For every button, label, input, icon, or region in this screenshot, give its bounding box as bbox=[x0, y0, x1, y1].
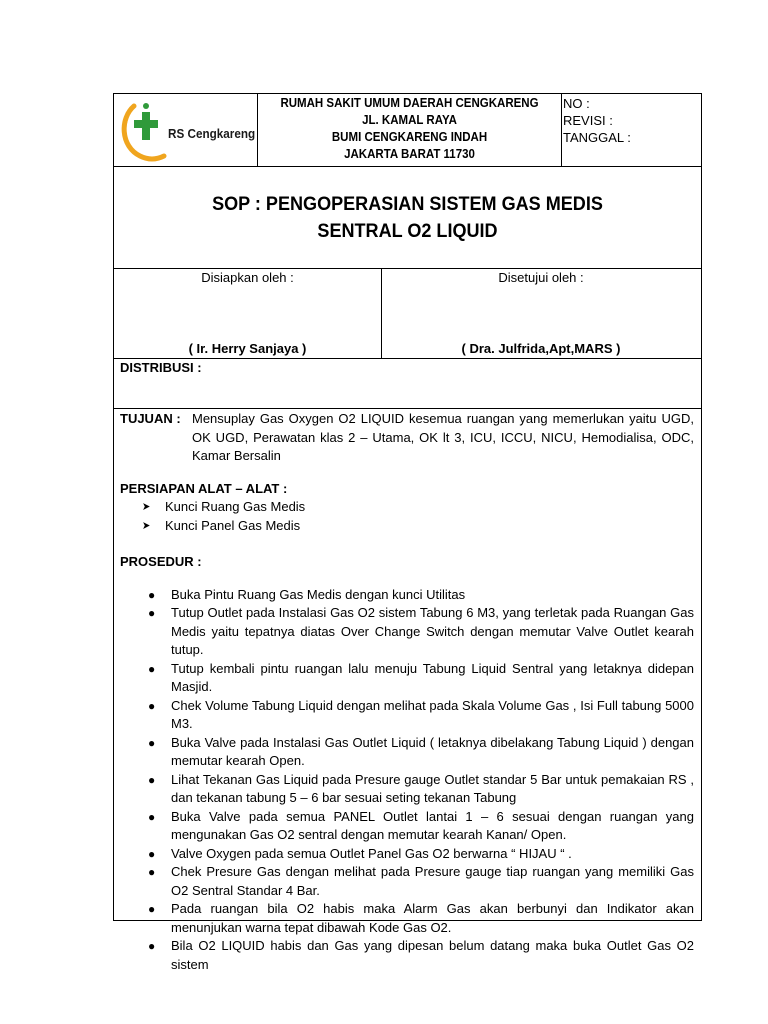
institution-line: RUMAH SAKIT UMUM DAERAH CENGKARENG bbox=[280, 96, 539, 110]
distribusi-label: DISTRIBUSI : bbox=[120, 360, 202, 375]
tujuan-text: Mensuplay Gas Oxygen O2 LIQUID kesemua ruangan yang memerlukan yaitu UGD, OK UGD, Perawatan klas 2 – Utama, OK lt 3, ICU, ICCU, NICU, Hemodialisa, ODC, Kamar Bersalin bbox=[192, 411, 694, 463]
list-item: ● Tutup Outlet pada Instalasi Gas O2 sistem Tabung 6 M3, yang terletak pada Ruangan Gas Medis yaitu tepatnya diatas Over Change Switch dengan memutar Valve Outlet kearah tutup. bbox=[148, 604, 694, 660]
institution-line: JL. KAMAL RAYA bbox=[362, 113, 457, 127]
document-meta bbox=[561, 94, 703, 146]
bullet-icon: ● bbox=[148, 939, 156, 953]
list-item: ● Valve Oxygen pada semua Outlet Panel Gas O2 berwarna “ HIJAU “ . bbox=[148, 845, 694, 864]
prosedur-title: PROSEDUR : bbox=[120, 554, 202, 569]
bullet-icon: ● bbox=[148, 606, 156, 620]
header-divider-left bbox=[257, 94, 258, 166]
tujuan-label: TUJUAN : bbox=[120, 411, 181, 426]
list-item: ● Lihat Tekanan Gas Liquid pada Presure gauge Outlet standar 5 Bar untuk pemakaian RS , dan tekanan tabung 5 – 6 bar sesuai seting tekanan Tabung bbox=[148, 771, 694, 808]
meta-tanggal: TANGGAL : bbox=[563, 130, 631, 145]
list-item: ➤ Kunci Ruang Gas Medis bbox=[142, 498, 694, 517]
list-item: ➤ Kunci Panel Gas Medis bbox=[142, 517, 694, 536]
distribusi-bottom-line bbox=[114, 408, 701, 409]
title-line-2: SENTRAL O2 LIQUID bbox=[317, 221, 498, 242]
institution-line: BUMI CENGKARENG INDAH bbox=[331, 130, 488, 144]
persiapan-list bbox=[120, 498, 694, 535]
title-line-1: SOP : PENGOPERASIAN SISTEM GAS MEDIS bbox=[212, 194, 603, 215]
arrow-bullet-icon: ➤ bbox=[142, 501, 151, 513]
institution-block bbox=[269, 94, 550, 163]
approved-by-name: ( Dra. Julfrida,Apt,MARS ) bbox=[461, 341, 621, 356]
prosedur-list bbox=[120, 586, 694, 975]
bullet-icon: ● bbox=[148, 735, 156, 750]
signature-bottom-line bbox=[114, 358, 701, 359]
sop-title bbox=[114, 191, 701, 245]
list-item: ● Buka Pintu Ruang Gas Medis dengan kunci Utilitas bbox=[148, 586, 694, 605]
arrow-bullet-icon: ➤ bbox=[142, 519, 151, 532]
sop-body bbox=[120, 410, 694, 974]
prepared-by-label: Disiapkan oleh : bbox=[201, 270, 294, 285]
persiapan-title: PERSIAPAN ALAT – ALAT : bbox=[120, 480, 288, 496]
bullet-icon: ● bbox=[148, 698, 156, 713]
list-item: ● Pada ruangan bila O2 habis maka Alarm Gas akan berbunyi dan Indikator akan menunjukan warna tepat dibawah Kode Gas O2. bbox=[148, 900, 694, 937]
prepared-by-name: ( Ir. Herry Sanjaya ) bbox=[188, 341, 307, 356]
bullet-icon: ● bbox=[148, 661, 156, 676]
tujuan-row bbox=[120, 410, 694, 466]
list-item: ● Bila O2 LIQUID habis dan Gas yang dipesan belum datang maka buka Outlet Gas O2 sistem bbox=[148, 937, 694, 974]
header-bottom-line bbox=[114, 166, 701, 167]
bullet-icon: ● bbox=[148, 846, 156, 861]
title-bottom-line bbox=[114, 268, 701, 269]
bullet-icon: ● bbox=[148, 587, 156, 602]
bullet-icon: ● bbox=[148, 809, 156, 824]
list-item: ● Buka Valve pada semua PANEL Outlet lantai 1 – 6 sesuai dengan ruangan yang mengunakan Gas O2 sentral dengan memutar kearah Kanan/ Open. bbox=[148, 808, 694, 845]
logo-text: RS Cengkareng bbox=[168, 126, 256, 141]
institution-line: JAKARTA BARAT 11730 bbox=[344, 147, 475, 161]
list-item: ● Buka Valve pada Instalasi Gas Outlet Liquid ( letaknya dibelakang Tabung Liquid ) dengan memutar kearah Open. bbox=[148, 734, 694, 771]
meta-no: NO : bbox=[563, 96, 590, 111]
list-item: ● Chek Presure Gas dengan melihat pada Presure gauge tiap ruangan yang memiliki Gas O2 Sentral Standar 4 Bar. bbox=[148, 863, 694, 900]
meta-revisi: REVISI : bbox=[563, 113, 613, 128]
bullet-icon: ● bbox=[148, 865, 156, 879]
list-item: ● Tutup kembali pintu ruangan lalu menuju Tabung Liquid Sentral yang letaknya didepan Masjid. bbox=[148, 660, 694, 697]
bullet-icon: ● bbox=[148, 902, 156, 916]
list-item: ● Chek Volume Tabung Liquid dengan melihat pada Skala Volume Gas , Isi Full tabung 5000 M3. bbox=[148, 697, 694, 734]
approved-by-label: Disetujui oleh : bbox=[498, 270, 584, 285]
sop-document bbox=[113, 93, 702, 972]
bullet-icon: ● bbox=[148, 772, 156, 787]
